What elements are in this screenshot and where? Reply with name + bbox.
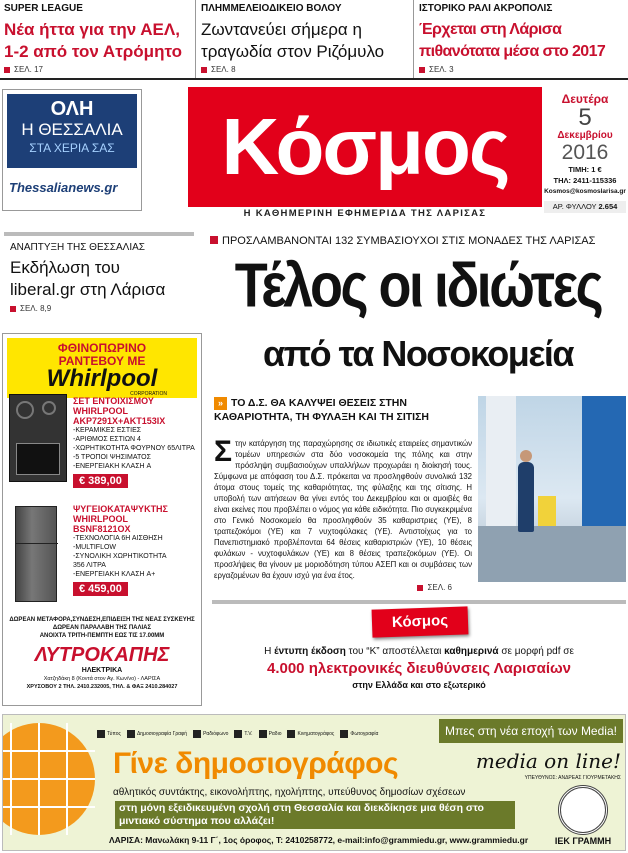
- offer2-feature: -MULTIFLOW: [73, 544, 117, 551]
- side-story-page: ΣΕΛ. 8,9: [10, 304, 51, 313]
- terms-line2: ΔΩΡΕΑΝ ΠΑΡΑΛΑΒΗ ΤΗΣ ΠΑΛΙΑΣ: [52, 625, 152, 631]
- sub-l1-mid: του “Κ” αποστέλλεται: [348, 646, 442, 657]
- media-icon-press: [97, 723, 121, 745]
- offer2-feature: -ΤΕΧΝΟΛΟΓΙΑ 6Η ΑΙΣΘΗΣΗ: [73, 535, 163, 542]
- terms-line3: ΑΝΟΙΧΤΑ ΤΡΙΤΗ-ΠΕΜΠΤΗ ΕΩΣ ΤΙΣ 17.00ΜΜ: [39, 633, 165, 639]
- media-manager: ΥΠΕΥΘΥΝΟΣ: ΑΝΔΡΕΑΣ ΓΙΟΥΡΜΕΤΑΚΗΣ: [524, 775, 621, 781]
- masthead: [150, 87, 542, 221]
- iek-seal: [543, 785, 623, 849]
- whirlpool-banner-line1: ΦΘΙΝΟΠΩΡΙΝΟ: [57, 341, 147, 355]
- promo-line1: ΟΛΗ: [50, 98, 94, 120]
- offer-1: [73, 396, 199, 489]
- offer2-title1: ΨΥΓΕΙΟΚΑΤΑΨΥΚΤΗΣ: [73, 504, 168, 514]
- side-story[interactable]: [4, 232, 194, 322]
- offer2-title3: BSNF8121OX: [73, 524, 131, 534]
- lead-subhead: [214, 396, 474, 424]
- photo-cleaner-head: [520, 450, 532, 462]
- teaser-kicker: SUPER LEAGUE: [4, 3, 83, 14]
- media-icon-label: Τύπος: [107, 731, 121, 737]
- hospital-photo: [478, 396, 626, 582]
- offer-2: [73, 504, 199, 597]
- media-icon-label: Τ.V.: [244, 731, 253, 737]
- kicker-bullet: [210, 236, 218, 244]
- teaser-sport[interactable]: [4, 3, 192, 77]
- offer1-title1: ΣΕΤ ΕΝΤΟΙΧΙΣΜΟΥ: [73, 396, 154, 406]
- media-icon-label: Κινηματογράφος: [297, 731, 335, 737]
- offer2-feature: -ΣΥΝΟΛΙΚΗ ΧΩΡΗΤΙΚΟΤΗΤΑ: [73, 553, 167, 560]
- teaser-court[interactable]: [201, 3, 406, 77]
- lead-dropcap: Σ: [214, 435, 233, 468]
- offer2-title2: WHIRLPOOL: [73, 514, 128, 524]
- offer2-feature: -ΕΝΕΡΓΕΙΑΚΗ ΚΛΑΣΗ A+: [73, 571, 156, 578]
- offer1-feature: -ΕΝΕΡΓΕΙΑΚΗ ΚΛΑΣΗ A: [73, 463, 152, 470]
- store-sub: ΗΛΕΚΤΡΙΚΑ: [81, 667, 123, 674]
- offer1-feature: -ΚΕΡΑΜΙΚΕΣ ΕΣΤΙΕΣ: [73, 427, 142, 434]
- date-day: 5: [578, 104, 592, 131]
- media-icon-cinema: [287, 723, 334, 745]
- media-offer: στη μόνη εξειδικευμένη σχολή στη Θεσσαλία και διεκδίκησε μια θέση στο μιντιακό σύστημα που αλλάζει!: [115, 801, 515, 829]
- offer1-feature: -5 ΤΡΟΠΟΙ ΨΗΣΙΜΑΤΟΣ: [73, 454, 151, 461]
- date-month: Δεκεμβρίου: [557, 130, 613, 141]
- subscribe-line3: στην Ελλάδα και στο εξωτερικό: [352, 680, 486, 690]
- subscription-box[interactable]: [212, 600, 626, 702]
- sub-l1-bold2: καθημερινά: [444, 646, 499, 657]
- media-icon-tv: [234, 723, 252, 745]
- lead-body: [214, 435, 472, 592]
- photo-cart: [538, 496, 556, 526]
- lead-page: ΣΕΛ. 6: [214, 583, 472, 592]
- lead-headline-2: από τα Νοσοκομεία: [262, 333, 574, 374]
- fridge-split: [16, 543, 58, 544]
- iek-school-name: ΙΕΚ ΓΡΑΜΜΗ: [554, 836, 612, 846]
- store-addr1: Χατζηδάκη 8 (Κοντά στον Αγ. Κων/νο) - ΛΑΡΙΣΑ: [43, 676, 161, 682]
- globe-grid: [2, 723, 95, 835]
- teaser-rally[interactable]: [419, 3, 624, 77]
- issue-value: 2.654: [598, 202, 618, 211]
- side-story-kicker: ΑΝΑΠΤΥΞΗ ΤΗΣ ΘΕΣΣΑΛΙΑΣ: [10, 242, 145, 253]
- offer1-feature: -ΑΡΙΘΜΟΣ ΕΣΤΙΩΝ 4: [73, 436, 141, 443]
- side-story-rule: [4, 232, 194, 236]
- media-banner: Μπες στη νέα εποχή των Media!: [439, 719, 623, 743]
- whirlpool-banner: [7, 338, 197, 398]
- photo-floor: [478, 526, 626, 582]
- teaser-divider: [413, 0, 414, 78]
- fridge-image: [15, 506, 57, 602]
- media-school-ad[interactable]: [2, 714, 626, 851]
- offer1-title2: WHIRLPOOL: [73, 406, 128, 416]
- iek-seal-badge: [558, 785, 608, 835]
- date-email: Kosmos@kosmoslarisa.gr: [544, 188, 626, 195]
- media-roles: αθλητικός συντάκτης, εικονολήπτης, ηχολήπτης, υπεύθυνος δημοσίων σχέσεων: [113, 787, 466, 798]
- thessalianews-promo[interactable]: [2, 89, 142, 211]
- oven-image: [9, 394, 67, 482]
- teaser-page: ΣΕΛ. 3: [419, 65, 624, 74]
- photo-cleaner: [518, 462, 534, 532]
- lead-subhead-text: ΤΟ Δ.Σ. ΘΑ ΚΑΛΥΨΕΙ ΘΕΣΕΙΣ ΣΤΗΝ ΚΑΘΑΡΙΟΤΗΤΑ, ΤΗ ΦΥΛΑΞΗ ΚΑΙ ΤΗ ΣΙΤΙΣΗ: [214, 397, 429, 423]
- offer1-feature: -ΧΩΡΗΤΙΚΟΤΗΤΑ ΦΟΥΡΝΟΥ 65ΛΙΤΡΑ: [73, 445, 195, 452]
- media-icons-row: [97, 723, 437, 745]
- lytrokapis-logo: [7, 644, 197, 691]
- offer2-price: € 459,00: [73, 582, 128, 596]
- masthead-title: Κόσμος: [221, 102, 509, 191]
- teaser-title: Νέα ήττα για την ΑΕΛ, 1-2 από τον Ατρόμητο: [4, 20, 182, 61]
- grid-globe-icon: [2, 723, 95, 835]
- offer2-feature: 356 ΛΙΤΡΑ: [73, 562, 106, 569]
- whirlpool-ad[interactable]: [2, 333, 202, 706]
- offer1-price: € 389,00: [73, 474, 128, 488]
- date-year: 2016: [561, 141, 609, 164]
- issue-number: [544, 201, 626, 213]
- lead-headline-1: Τέλος οι ιδιώτες: [234, 251, 602, 321]
- teaser-kicker: ΙΣΤΟΡΙΚΟ ΡΑΛΙ ΑΚΡΟΠΟΛΙΣ: [419, 3, 553, 14]
- whirlpool-banner-line2: ΡΑΝΤΕΒΟΥ ΜΕ: [58, 354, 146, 368]
- side-story-title: Εκδήλωση του liberal.gr στη Λάρισα: [10, 258, 166, 299]
- teaser-title: Ζωντανεύει σήμερα η τραγωδία στον Ριζόμυλο: [201, 20, 385, 61]
- sub-l1-pre: Η: [264, 646, 272, 657]
- media-icon-radio2: [259, 723, 282, 745]
- subscribe-line2: 4.000 ηλεκτρονικές διευθύνσεις Λαρισαίων: [266, 660, 572, 677]
- promo-line2: Η ΘΕΣΣΑΛΙΑ: [21, 120, 123, 139]
- pdf-badge: [372, 606, 469, 637]
- lead-kicker-text: ΠΡΟΣΛΑΜΒΑΝΟΝΤΑΙ 132 ΣΥΜΒΑΣΙΟΥΧΟΙ ΣΤΙΣ ΜΟΝΑΔΕΣ ΤΗΣ ΛΑΡΙΣΑΣ: [222, 235, 596, 247]
- date-weekday: Δευτέρα: [561, 92, 609, 106]
- subhead-arrows: »: [214, 397, 227, 410]
- lead-story[interactable]: [210, 232, 626, 592]
- offer1-title3: AKP7291X+AKT153IX: [73, 416, 166, 426]
- teaser-page: ΣΕΛ. 8: [201, 65, 406, 74]
- media-icon-label: Φωτογραφία: [350, 731, 379, 737]
- date-price: ΤΙΜΗ: 1 €: [568, 165, 602, 174]
- promo-line3: ΣΤΑ ΧΕΡΙΑ ΣΑΣ: [29, 141, 115, 155]
- media-icon-photo: [340, 723, 378, 745]
- whirlpool-logo: Whirlpool: [46, 365, 158, 392]
- media-contact: ΛΑΡΙΣΑ: Μανωλάκη 9-11 Γ΄, 1ος όροφος, Τ: 2410258772, e-mail:info@grammiedu.gr, www.grammiedu.gr: [109, 835, 529, 845]
- issue-label: ΑΡ. ΦΥΛΛΟΥ: [552, 202, 597, 211]
- media-icon-label: Δημοσιογραφία Γραφή: [136, 731, 188, 737]
- top-teasers: [0, 0, 628, 78]
- lead-body-content: την κατάργηση της παραχώρησης σε ιδιωτικές εταιρείες σημαντικών τομέων υπηρεσιών στα δύο νοσοκομεία της πόλης και στην πρόσληψη συμβασιούχων υπαλλήλων προχωράει η διοίκησή τους. Σύμφωνα με απόφαση του Δ.Σ. πρόκειται να προσληφθούν συνολικά 132 άτομα στους τομείς της καθαριότητας, της φύλαξης και της σίτισης. Η υποβολή των αιτήσεων θα γίνει εντός του Δεκεμβρίου και οι αμοιβές θα είναι εκείνες που προβλέπει ο νόμος για κάθε ειδικότητα. Πιο συγκεκριμένα στο Γενικό Νοσοκομείο θα προσληφθούν 35 καθαριστριες (ΥΕ), 8 τραπεζοκόμοι (ΥΕ) και 7 νυχτοφύλακες (ΥΕ). Αντιστοίχως για το Πανεπιστημιακό προβλέπονται 64 θέσεις καθαριστριών (ΥΕ), 10 θέσεις φυλάκων - νυχτοφυλάκων (ΥΕ) και 8 θέσεις τραπεζοκόμων (ΥΕ). Οι προσλήψεις θα γίνουν με μοριοδότηση τύπου ΑΣΕΠ και οι συμβάσεις των εργαζομένων θα έχουν ισχύ για ένα έτος.: [214, 439, 472, 580]
- pdf-badge-text: Κόσμος: [391, 612, 449, 631]
- media-icon-radio: [193, 723, 228, 745]
- terms-line1: ΔΩΡΕΑΝ ΜΕΤΑΦΟΡΑ,ΣΥΝΔΕΣΗ,ΕΠΙΔΕΙΞΗ ΤΗΣ ΝΕΑΣ ΣΥΣΚΕΥΗΣ: [9, 617, 195, 623]
- promo-blue-panel: [7, 94, 137, 168]
- hob-burner: [42, 401, 56, 415]
- store-addr2: ΧΡΥΣΟΒΟΥ 2 ΤΗΛ. 2410.232005, ΤΗΛ. & ΦΑΞ 2410.284027: [26, 684, 178, 690]
- store-name: ΛΥΤΡΟΚΑΠΗΣ: [34, 644, 170, 666]
- teaser-page: ΣΕΛ. 17: [4, 65, 192, 74]
- hob-burner: [16, 401, 34, 419]
- whirlpool-terms: [7, 616, 197, 640]
- whirlpool-corp: CORPORATION: [130, 391, 167, 397]
- lead-kicker: [210, 232, 626, 250]
- subscribe-line1: [212, 646, 626, 657]
- teaser-kicker: ΠΛΗΜΜΕΛΕΙΟΔΙΚΕΙΟ ΒΟΛΟΥ: [201, 3, 342, 14]
- masthead-logo: [188, 87, 542, 207]
- thessalianews-logo: Thessalianews.gr: [9, 180, 118, 195]
- oven-window: [16, 443, 60, 475]
- sub-l1-post: σε μορφή pdf σε: [501, 646, 574, 657]
- subscription-rule: [212, 600, 626, 604]
- date-block: [544, 88, 626, 221]
- sub-l1-bold: έντυπη έκδοση: [274, 646, 346, 657]
- media-icon-writing: [127, 723, 187, 745]
- media-icon-label: Ραδιο: [268, 731, 282, 737]
- media-headline: Γίνε δημοσιογράφος: [113, 747, 399, 780]
- date-phone: ΤΗΛ: 2411-115336: [553, 176, 617, 185]
- media-icon-label: Ραδιόφωνο: [203, 731, 229, 737]
- teaser-divider: [195, 0, 196, 78]
- media-online-logo: media on line!: [475, 749, 621, 773]
- lead-body-text: [214, 435, 472, 581]
- top-rule: [0, 78, 628, 80]
- teaser-title: Έρχεται στη Λάρισα πιθανότατα μέσα στο 2017: [419, 21, 606, 60]
- masthead-subtitle: Η ΚΑΘΗΜΕΡΙΝΗ ΕΦΗΜΕΡΙΔΑ ΤΗΣ ΛΑΡΙΣΑΣ: [243, 208, 487, 219]
